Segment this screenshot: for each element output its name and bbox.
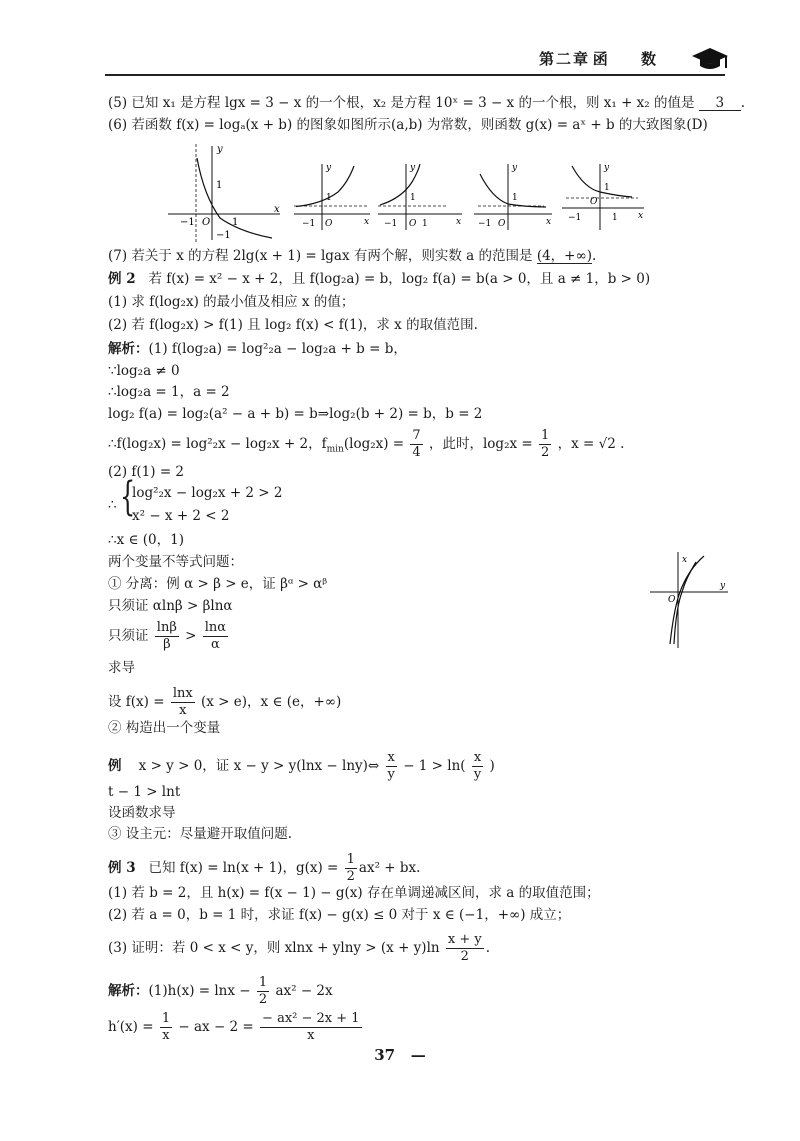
method-line: 只须证 αlnβ > βlnα bbox=[108, 598, 233, 614]
system-equation: x² − x + 2 < 2 bbox=[132, 508, 230, 524]
solution-line: ∴log₂a = 1，a = 2 bbox=[108, 384, 230, 400]
method-line: 只须证 $\frac{\ln\beta}{\beta}$ > $\frac{\ln\alpha}{\alpha}$ bbox=[108, 620, 227, 652]
section-title: 函 数 bbox=[592, 50, 670, 68]
graph-tick-label: −1 bbox=[180, 217, 195, 228]
fraction: $\frac{x + y}{2}$ bbox=[447, 932, 482, 964]
graph-axis-label: y bbox=[217, 144, 223, 155]
fraction: $\frac{1}{2}$ bbox=[346, 852, 355, 884]
svg-text:1: 1 bbox=[612, 213, 618, 223]
svg-text:O: O bbox=[409, 219, 417, 229]
graduation-cap-icon bbox=[690, 44, 730, 72]
svg-text:x: x bbox=[682, 555, 688, 565]
svg-text:−1: −1 bbox=[478, 219, 492, 229]
method-line: ② 构造出一个变量 bbox=[108, 720, 221, 736]
running-header bbox=[105, 44, 730, 74]
section-heading: 两个变量不等式问题： bbox=[108, 554, 243, 570]
problem-7: (7) 若关于 x 的方程 2lg(x + 1) = lgax 有两个解，则实数 a 的范围是 (4，+∞). bbox=[108, 248, 597, 264]
svg-text:x: x bbox=[364, 217, 370, 227]
answer-blank: (4，+∞) bbox=[536, 248, 593, 264]
graph-tick-label: 1 bbox=[216, 180, 223, 191]
page-number: 37 bbox=[374, 1046, 396, 1064]
svg-text:x: x bbox=[638, 211, 644, 221]
fraction: $\frac{x}{y}$ bbox=[387, 750, 395, 782]
svg-text:O: O bbox=[498, 219, 506, 229]
svg-text:O: O bbox=[325, 219, 333, 229]
system-equation: log²₂x − log₂x + 2 > 2 bbox=[132, 485, 283, 501]
solution-line: ∴x ∈ (0，1) bbox=[108, 532, 184, 548]
fraction: $\frac{\text{− ax² − 2x + 1}}{x}$ bbox=[262, 1011, 360, 1043]
method-line: 设函数求导 bbox=[108, 805, 176, 821]
fraction: $\frac{\ln x}{x}$ bbox=[172, 686, 193, 718]
svg-text:O: O bbox=[668, 595, 676, 605]
svg-text:1: 1 bbox=[512, 193, 518, 203]
fraction: $\frac{\ln\beta}{\beta}$ bbox=[156, 620, 177, 652]
solution-line: 解析：(1) f(log₂a) = log²₂a − log₂a + b = b， bbox=[108, 341, 407, 357]
svg-text:1: 1 bbox=[326, 193, 332, 203]
method-line: t − 1 > lnt bbox=[108, 784, 181, 800]
solution-line: 解析：(1)h(x) = lnx − $\frac{1}{2}$ ax² − 2x bbox=[108, 975, 333, 1007]
question: (1) 若 b = 2，且 h(x) = f(x − 1) − g(x) 存在单调递减区间，求 a 的取值范围； bbox=[108, 885, 600, 901]
therefore-sign: ∴ bbox=[108, 497, 117, 513]
chapter-title: 第二章 bbox=[538, 50, 590, 68]
fraction: $\frac{1}{2}$ bbox=[541, 428, 550, 460]
svg-text:x: x bbox=[546, 217, 552, 227]
fraction: $\frac{7}{4}$ bbox=[412, 428, 421, 460]
graph-option-c bbox=[472, 160, 554, 232]
graph-option-d bbox=[560, 160, 646, 232]
problem-6: (6) 若函数 f(x) = logₐ(x + b) 的图象如图所示(a,b) 为常数，则函数 g(x) = aˣ + b 的大致图象(D) bbox=[108, 117, 708, 133]
method-line: 例 x > y > 0，证 x − y > y(lnx − lny)⇔ $\frac{x}{y}$ − 1 > ln( $\frac{x}{y}$ ) bbox=[108, 750, 495, 782]
graph-option-b bbox=[376, 160, 466, 232]
svg-text:y: y bbox=[326, 163, 332, 173]
method-line: ① 分离：例 α > β > e，证 βᵅ > αᵝ bbox=[108, 576, 328, 592]
graph-tick-label: 1 bbox=[232, 217, 239, 228]
example-3: 例 3 已知 f(x) = ln(x + 1)，g(x) = $\frac{1}{2}$ ax² + bx. bbox=[108, 852, 421, 884]
solution-line: ∴f(log₂x) = log²₂x − log₂x + 2，$f_{min}(\log_2x)$ = $\frac{7}{4}$ ，此时，log₂x = $\frac{1}{2}$ ，x = √2 . bbox=[108, 428, 625, 460]
fraction: $\frac{\ln\alpha}{\alpha}$ bbox=[204, 620, 227, 652]
answer-blank: 3 bbox=[699, 96, 741, 111]
problem-5: (5) 已知 x₁ 是方程 lgx = 3 − x 的一个根，x₂ 是方程 10ˣ = 3 − x 的一个根，则 x₁ + x₂ 的值是 3 . bbox=[108, 95, 746, 111]
svg-text:x: x bbox=[456, 217, 462, 227]
graph-side bbox=[648, 548, 730, 650]
question: (2) 若 f(log₂x) > f(1) 且 log₂ f(x) < f(1)，求 x 的取值范围. bbox=[108, 317, 478, 333]
svg-text:1: 1 bbox=[604, 183, 610, 193]
graph-tick-label: −1 bbox=[216, 230, 231, 241]
fraction: $\frac{1}{x}$ bbox=[161, 1011, 171, 1043]
header-rule bbox=[105, 74, 725, 76]
method-line: 求导 bbox=[108, 660, 135, 676]
svg-text:−1: −1 bbox=[302, 219, 316, 229]
graph-origin-label: O bbox=[202, 217, 211, 228]
footer-dash: — bbox=[410, 1046, 426, 1064]
svg-text:O: O bbox=[590, 197, 598, 207]
example-2: 例 2 若 f(x) = x² − x + 2，且 f(log₂a) = b，log₂ f(a) = b(a > 0，且 a ≠ 1，b > 0) bbox=[108, 271, 651, 287]
method-line: 设 f(x) = $\frac{\ln x}{x}$ (x > e)，x ∈ (e，+∞) bbox=[108, 686, 342, 718]
graph-axis-label: x bbox=[274, 204, 280, 215]
svg-text:−1: −1 bbox=[568, 213, 582, 223]
svg-text:y: y bbox=[604, 163, 610, 173]
svg-text:1: 1 bbox=[422, 219, 428, 229]
svg-text:y: y bbox=[512, 163, 518, 173]
fraction: $\frac{x}{y}$ bbox=[473, 750, 482, 782]
solution-line: ∵log₂a ≠ 0 bbox=[108, 363, 180, 379]
solution-line: h′(x) = $\frac{1}{x}$ − ax − 2 = $\frac{\text{− ax² − 2x + 1}}{x}$ bbox=[108, 1011, 360, 1043]
graph-option-a bbox=[292, 160, 372, 232]
question: (3) 证明：若 0 < x < y，则 xlnx + ylny > (x + y)ln $\frac{x + y}{2}$ . bbox=[108, 932, 491, 964]
question: (2) 若 a = 0，b = 1 时，求证 f(x) − g(x) ≤ 0 对于 x ∈ (−1，+∞) 成立； bbox=[108, 907, 571, 923]
svg-text:1: 1 bbox=[410, 193, 416, 203]
fraction: $\frac{1}{2}$ bbox=[258, 975, 268, 1007]
graph-main-log bbox=[160, 140, 285, 248]
page-footer bbox=[0, 1046, 800, 1064]
question: (1) 求 f(log₂x) 的最小值及相应 x 的值； bbox=[108, 294, 355, 310]
svg-text:y: y bbox=[720, 581, 726, 591]
svg-text:y: y bbox=[410, 163, 416, 173]
solution-line: (2) f(1) = 2 bbox=[108, 464, 185, 480]
svg-text:−1: −1 bbox=[384, 219, 398, 229]
method-line: ③ 设主元：尽量避开取值问题. bbox=[108, 826, 293, 842]
solution-line: log₂ f(a) = log₂(a² − a + b) = b⇒log₂(b + 2) = b，b = 2 bbox=[108, 406, 483, 422]
system-brace: { bbox=[120, 474, 136, 520]
